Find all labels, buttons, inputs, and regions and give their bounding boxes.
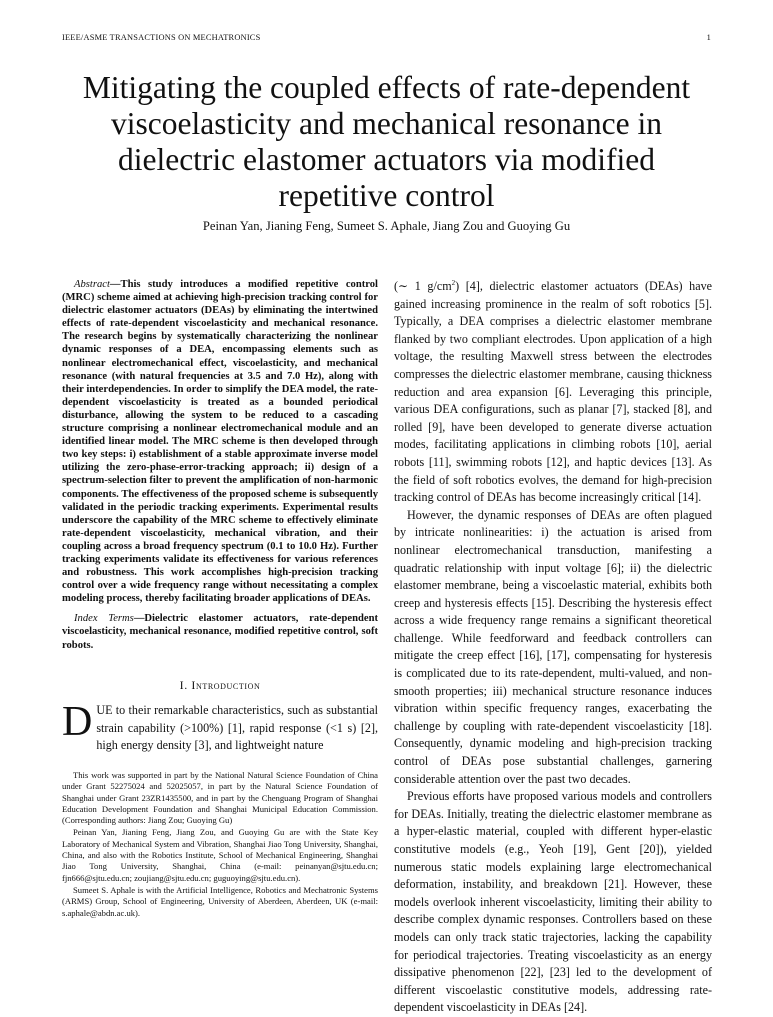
index-terms-lead: Index Terms xyxy=(74,613,134,625)
footnote-funding: This work was supported in part by the National Natural Science Foundation of China under Grant 52275024 and 52025057, in part by the Natural Science Foundation of Shanghai under Grant 23ZR1435500, and in part by the Chenguang Program of Shanghai Education Development Foundation and Shanghai Municipal Education Commission. (Corresponding authors: Jiang Zou; Guoying Gu) xyxy=(62,770,378,826)
footnotes xyxy=(62,770,378,920)
journal-name: IEEE/ASME TRANSACTIONS ON MECHATRONICS xyxy=(62,33,261,42)
density-exponent: 2 xyxy=(451,278,456,287)
body-paragraph-2: However, the dynamic responses of DEAs are often plagued by intricate nonlinearities: i) the actuation is arised from nonlinear electromechanical transduction, manifesting a quadratic relationship with input voltage [6]; ii) the dielectric elastomer membrane, being a viscoelastic material, exhibits both creep and hysteresis effects [15]. Describing the hysteresis effect across a wide frequency range remains a significant theoretical challenge. While feedforward and feedback controllers can mitigate the creep effect [16], [17], compensating for hysteresis is complicated due to its rate-dependent, multi-valued, and non-smooth properties; iii) mechanical structure resonance induces vibration within specific frequency ranges, exacerbating the challenge by coupling with rate-dependent viscoelasticity [18]. Consequently, dynamic modeling and high-precision tracking control of DEAs pose substantial challenges, garnering considerable attention over the past two decades. xyxy=(394,507,712,786)
right-column xyxy=(394,278,712,1017)
index-terms-text: —Dielectric elastomer actuators, rate-dependent viscoelasticity, mechanical resonance, modified repetitive control, soft robots. xyxy=(62,613,378,651)
left-column xyxy=(62,278,378,755)
page-number: 1 xyxy=(706,33,711,42)
body-paragraph-1 xyxy=(394,278,712,507)
running-header xyxy=(62,33,711,42)
index-terms xyxy=(62,612,378,651)
footnote-affiliation-aberdeen: Sumeet S. Aphale is with the Artificial Intelligence, Robotics and Mechatronic Systems (ARMS) Group, School of Engineering, University of Aberdeen, Aberdeen, UK (e-mail: s.aphale@abdn.ac.uk). xyxy=(62,884,378,918)
section-heading-introduction: I. Introduction xyxy=(179,677,261,692)
abstract-text: —This study introduces a modified repetitive control (MRC) scheme aimed at achieving high-precision tracking control for dielectric elastomer actuators (DEAs) by eliminating the intertwined effects of rate-dependent viscoelasticity and mechanical resonance. The research begins by systematically characterizing the nonlinear dynamic responses of a DEA, encompassing elements such as nonlinear electromechanical effect, viscoelasticity, and mechanical resonance (with natural frequencies at 3.5 and 7.0 Hz), along with their interdependencies. In order to simplify the DEA model, the rate-dependent viscoelasticity is treated as a bounded periodical disturbance, allowing the system to be reduced to a cascading structure comprising a nonlinear electromechanical module and an identified linear model. The MRC scheme is then developed through two key steps: i) establishment of a stable approximate inverse model utilizing the zero-phase-error-tracking approach; ii) design of a spectrum-selection filter to prevent the amplification of non-harmonic components. The effectiveness of the proposed scheme is subsequently validated in the periodic tracking experiments. Experimental results underscore the capability of the MRC scheme to effectively eliminate rate-dependent viscoelasticity, mechanical vibration, and their coupling across a broad frequency spectrum (0.1 to 10.0 Hz). Further tracking experiments validate its effectiveness for various references and robustness. This work accomplishes high-precision tracking control over a wide frequency range without necessitating a complex modeling process, thereby facilitating broader applications of DEAs. xyxy=(62,279,378,605)
author-list: Peinan Yan, Jianing Feng, Sumeet S. Aphale, Jiang Zou and Guoying Gu xyxy=(202,219,571,233)
intro-paragraph xyxy=(62,699,378,755)
drop-cap: D xyxy=(62,699,93,746)
body-paragraph-3: Previous efforts have proposed various models and controllers for DEAs. Initially, treating the dielectric elastomer membrane as a hyper-elastic material, coupled with different hyper-elastic constitutive models (e.g., Yeoh [19], Gent [20]), yielded numerous static models explaining large electromechanical deformation, instability, and breakdown [21]. However, these models overlook inherent viscoelasticity, limiting their ability to describe complex dynamic responses. Controllers based on these models can only track static trajectories, lacking the capability for periodical trajectories. Treating viscoelasticity as an energy dissipative phenomenon [22], [23] led to the development of different viscoelastic constitutive models, addressing rate-dependent viscoelasticity in DEAs [24]. xyxy=(394,789,712,1015)
paragraph-1-text: ) [4], dielectric elastomer actuators (DEAs) have gained increasing prominence in the realm of soft robotics [5]. Typically, a DEA comprises a dielectric elastomer membrane flanked by two compliant electrodes. Upon application of a high voltage, the resulting Maxwell stress between the electrodes compresses the dielectric elastomer membrane, causing thickness reduction and area expansion [6]. Leveraging this principle, various DEA configurations, such as planar [7], stacked [8], and rolled [9], have been developed to generate diverse actuation modes, facilitating applications in climbing robots [10], aerial robots [11], swimming robots [12], and haptic devices [13]. As the field of soft robotics evolves, the demand for high-precision tracking control of DEAs has become increasingly critical [14]. xyxy=(394,279,712,505)
intro-text: UE to their remarkable characteristics, such as substantial strain capability (>100%) [1], rapid response (<1 s) [2], high energy density [3], and lightweight nature xyxy=(96,703,378,753)
paper-title: Mitigating the coupled effects of rate-dependent viscoelasticity and mechanical resonance in dielectric elastomer actuators via modified repetitive control xyxy=(82,70,691,213)
abstract xyxy=(62,278,378,605)
abstract-lead: Abstract xyxy=(74,279,110,290)
footnote-affiliation-sjtu: Peinan Yan, Jianing Feng, Jiang Zou, and Guoying Gu are with the State Key Laboratory of Mechanical System and Vibration, Shanghai Jiao Tong University, Shanghai, China, and also with the Robotics Institute, School of Mechanical Engineering, Shanghai Jiao Tong University, Shanghai, China (e-mail: peinanyan@sjtu.edu.cn; fjn666@sjtu.edu.cn; zoujiang@sjtu.edu.cn; guguoying@sjtu.edu.cn). xyxy=(62,827,378,883)
density-value: (∼ 1 g/cm xyxy=(394,279,452,293)
